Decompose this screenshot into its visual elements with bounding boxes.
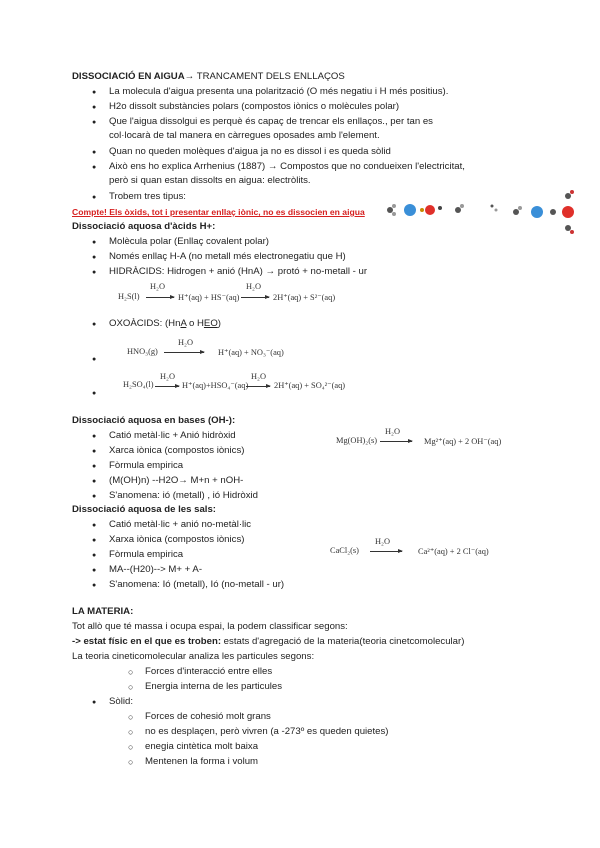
equation-base: Mg(OH)₂(s) [336,436,378,445]
list-item: ● HIDRÀCIDS: Hidrogen + anió (HnA) → protó + no-metall - ur [109,266,367,277]
list-item: ● Catió metàl·lic + Anió hidròxid [109,430,236,441]
list-item-continuation: però si quan estan dissolts en aigua: electròlits. [109,175,311,186]
list-item: ● Xarca iònica (compostos iònics) [109,445,244,456]
equation-salt: CaCl₂(s) [330,546,359,555]
reaction-arrow [241,297,269,298]
equation-oxoacid-2-mid: H⁺(aq)+HSO₄⁻(aq) [182,381,249,390]
section-heading-matter: LA MATERIA: [72,606,134,617]
equation-base-right: Mg²⁺(aq) + 2 OH⁻(aq) [424,437,502,446]
equation-hydracid-right: 2H⁺(aq) + S²⁻(aq) [273,293,336,302]
warning-note: Compte! Els òxids, tot i presentar enllaç iònic, no es dissocien en aigua [72,207,365,217]
section-heading-salts: Dissociació aquosa de les sals: [72,504,216,515]
reaction-arrow [380,441,412,442]
list-item: ● H2o dissolt substàncies polars (compostos iònics o molècules polar) [109,101,399,112]
anion-icon [562,206,574,218]
arrow-label: H₂O [160,372,176,381]
list-item: ● Fòrmula empirica [109,549,183,560]
list-item: ● MA--(H20)--> M+ + A- [109,564,202,575]
list-item: ● (M(OH)n) --H2O→ M+n + nOH- [109,475,243,486]
water-molecule-icon [491,205,498,212]
arrow-label: H₂O [246,282,262,291]
list-item: ○ Forces de cohesió molt grans [145,711,271,722]
arrow-label: H₂O [251,372,267,381]
list-item: ● Quan no queden molèques d'aigua ja no es dissol i es queda sòlid [109,146,391,157]
list-item: ● Molècula polar (Enllaç covalent polar) [109,236,269,247]
water-molecule-icon [513,206,522,215]
list-item [109,387,119,397]
reaction-arrow [370,551,402,552]
water-molecule-icon [387,204,396,216]
list-item: ● Que l'aigua dissolgui es perquè és capaç de trencar els enllaços., per tan es [109,116,433,127]
list-item: ○ no es desplaçen, però vivren (a -273º es queden quietes) [145,726,389,737]
arrow-label: H₂O [178,338,194,347]
equation-hydracid-mid: H⁺(aq) + HS⁻(aq) [178,293,240,302]
equation-hydracid: H₂S(l) [118,292,140,301]
reaction-arrow [155,386,179,387]
reaction-arrow [246,386,270,387]
kinetic-theory-line: La teoria cineticomolecular analiza les particules segons: [72,651,315,662]
equation-oxoacid-2: H₂SO₄(l) [123,380,154,389]
list-item: ○ enegia cintètica molt baixa [145,741,258,752]
arrow-label: H₂O [385,427,401,436]
equation-oxoacid-1-right: H⁺(aq) + NO₃⁻(aq) [218,348,284,357]
list-item: ● Fòrmula empirica [109,460,183,471]
list-item: ● Xarxa iònica (compostos iònics) [109,534,244,545]
list-item: ● La molecula d'aigua presenta una polarització (O més negatiu i H més positius). [109,86,448,97]
reaction-arrow [146,297,174,298]
arrow-label: H₂O [375,537,391,546]
list-item-continuation: col·locarà de tal manera en càrregues oposades amb l'element. [109,130,380,141]
page-title: DISSOCIACIÓ EN AIGUA→ TRANCAMENT DELS ENLLAÇOS [72,71,345,82]
list-item [109,353,119,363]
matter-classification: -> estat físic en el que es troben: estats d'agregació de la materia(teoria cinetcomolecular) [72,636,465,647]
equation-salt-right: Ca²⁺(aq) + 2 Cl⁻(aq) [418,547,489,556]
cation-icon [531,206,543,218]
list-item: ● Només enllaç H-A (no metall més electronegatiu que H) [109,251,346,262]
list-item: ● S'anomena: Ió (metall), Ió (no-metall - ur) [109,579,284,590]
list-item: ○ Mentenen la forma i volum [145,756,258,767]
list-item: ● Sòlid: [109,696,133,707]
reaction-arrow [164,352,204,353]
list-item: ○ Forces d'interacció entre elles [145,666,272,677]
arrow-label: H₂O [150,282,166,291]
matter-definition: Tot allò que té massa i ocupa espai, la podem classificar segons: [72,621,348,632]
equation-oxoacid-1: HNO₃(g) [127,347,158,356]
list-item: ● Això ens ho explica Arrhenius (1887) → Compostos que no condueixen l'electricitat, [109,161,465,172]
list-item: ● OXOÀCIDS: (HnA o HEO) [109,318,221,329]
anion-icon [425,205,435,215]
equation-oxoacid-2-right: 2H⁺(aq) + SO₄²⁻(aq) [274,381,346,390]
section-heading-bases: Dissociació aquosa en bases (OH-): [72,415,236,426]
section-heading-acids: Dissociació aquosa d'àcids H+: [72,221,216,232]
cation-icon [404,204,416,216]
list-item: ● Catió metàl·lic + anió no-metàl·lic [109,519,251,530]
dissociation-illustration [382,186,578,236]
list-item: ● S'anomena: ió (metall) , ió Hidròxid [109,490,258,501]
list-item: ○ Energia interna de les particules [145,681,282,692]
list-item: ● Trobem tres tipus: [109,191,186,202]
